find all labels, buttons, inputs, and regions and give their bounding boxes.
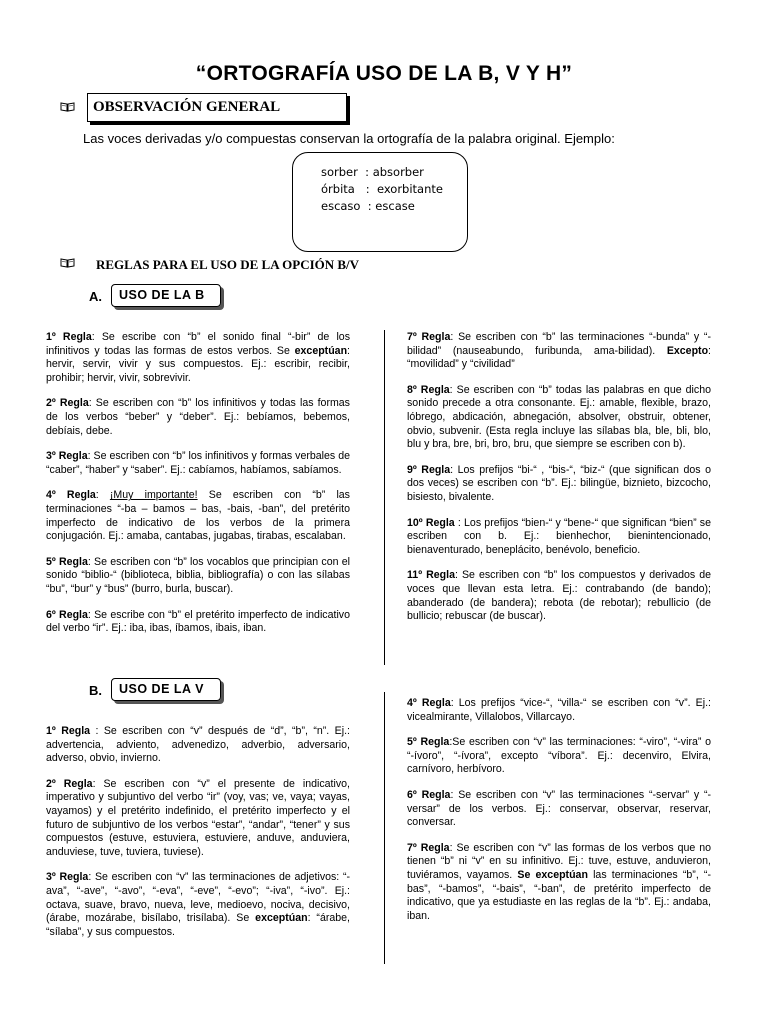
- rule-number: 5º Regla: [46, 555, 88, 568]
- rule-number: 4º Regla: [46, 489, 96, 502]
- observacion-intro: Las voces derivadas y/o compuestas conservan la ortografía de la palabra original. Ejemplo:: [83, 131, 615, 146]
- section-a-left-column: [46, 331, 350, 648]
- rule-paragraph: [46, 331, 350, 385]
- rule-paragraph: [46, 871, 350, 939]
- column-divider: [384, 330, 385, 665]
- section-a-box: [111, 284, 221, 307]
- rule-text: : Los prefijos “vice-“, “villa-“ se escriben con “v”. Ej.: vicealmirante, Villalobos, Villarcayo.: [407, 697, 711, 723]
- rule-paragraph: [407, 789, 711, 830]
- rule-text: :: [95, 489, 110, 502]
- rule-paragraph: [407, 384, 711, 452]
- rule-emphasis-bold: Excepto: [666, 344, 709, 357]
- rule-text: : “árabe, “sílaba”, y sus compuestos.: [46, 912, 350, 938]
- rule-paragraph: [46, 556, 350, 597]
- section-b-label: USO DE LA V: [119, 682, 204, 696]
- rule-text: : “movilidad” y “civilidad”: [407, 344, 711, 371]
- rule-number: 3º Regla: [46, 871, 89, 884]
- section-b-left-column: [46, 725, 350, 951]
- open-book-icon: [60, 257, 75, 268]
- rule-paragraph: [407, 464, 711, 505]
- section-a-label: USO DE LA B: [119, 288, 205, 302]
- example-box: [292, 152, 468, 252]
- rule-text: : Se escriben con “b” los infinitivos y todas las formas de los verbos “beber” y “deber”. Ej.: bebíamos, bebemos, debíais, debe.: [46, 397, 350, 437]
- section-a-letter: A.: [89, 289, 102, 304]
- rule-paragraph: [46, 778, 350, 860]
- open-book-icon: [60, 101, 75, 112]
- rule-emphasis-bold: exceptúan: [294, 344, 348, 357]
- rule-paragraph: [407, 697, 711, 724]
- rule-text: :Se escriben con “v” las terminaciones: “-viro”, “-vira” o “-ívoro”, “-ívora”, excepto “víbora”. Ej.: decenviro, Elvira, carnívoro, herbívoro.: [407, 736, 711, 776]
- rules-heading: REGLAS PARA EL USO DE LA OPCIÓN B/V: [96, 257, 360, 272]
- section-b-letter: B.: [89, 683, 102, 698]
- rule-number: 1º Regla: [46, 331, 92, 343]
- rule-number: 10º Regla: [407, 516, 455, 529]
- rule-text: : Se escriben con “v” el presente de indicativo, imperativo y subjuntivo del verbo “ir” (voy, vas; ve, vaya; vayas, vayamos) y el pretérito indefinido, el pretérito imperfecto y el futuro de subjuntivo de los verbos “estar”, “andar”, “tener” y sus compuestos (estuve, estuviera, estuviere, anduve, anduviera, anduviese, tuve, tuviera, tuviese).: [46, 777, 350, 858]
- rule-number: 9º Regla: [407, 463, 451, 476]
- rule-number: 11º Regla: [407, 569, 455, 582]
- section-a-right-column: [407, 331, 711, 636]
- rule-number: 3º Regla: [46, 450, 88, 463]
- rule-text: : Se escriben con “b” los compuestos y derivados de voces que llevan esta letra. Ej.: contrabando (de bando); abanderado (de bandera); rebota (de rebotar); rebullicio (de bullicio; rebuscar (de buscar).: [407, 569, 711, 623]
- rule-text: : Se escriben con “v” las terminaciones “-servar” y “-versar” de los verbos. Ej.: conservar, observar, reservar, conversar.: [407, 788, 711, 829]
- rule-paragraph: [407, 842, 711, 924]
- page-title: “ORTOGRAFÍA USO DE LA B, V Y H”: [195, 62, 573, 85]
- rule-number: 1º Regla: [46, 725, 91, 737]
- rule-number: 2º Regla: [46, 777, 93, 790]
- rule-text: : Se escriben con “b” todas las palabras en que dicho sonido precede a otra consonante. Ej.: amable, flexible, brazo, lóbrego, abdicación, abnegación, absolver, obstruir, obtener, obvio, subvenir. (Esta regla incluye las sílabas bla, ble, bli, blo, blu y bra, bre, bri, bro, bru, que siempre se escriben con b).: [407, 383, 711, 451]
- rule-text: : Se escriben con “v” las terminaciones de adjetivos: “-ava”, “-ave”, “-avo”, “-eva”, “-eve”, “-evo”; “-iva”, “-ivo”. Ej.: octava, suave, bravo, nueva, leve, medioevo, nociva, decisivo, (árabe, mozárabe, bisílabo, trisílaba). Se: [46, 871, 350, 925]
- rule-number: 5º Regla: [407, 736, 450, 749]
- rule-paragraph: [407, 517, 711, 558]
- section-b-right-column: [407, 697, 711, 935]
- rule-number: 6º Regla: [46, 608, 88, 621]
- rule-paragraph: [46, 450, 350, 477]
- rule-number: 8º Regla: [407, 383, 450, 396]
- rule-emphasis-bold: Se exceptúan: [517, 868, 588, 881]
- rule-paragraph: [46, 397, 350, 438]
- rule-number: 7º Regla: [407, 841, 450, 854]
- rule-number: 2º Regla: [46, 397, 89, 410]
- rule-number: 6º Regla: [407, 788, 451, 801]
- rule-text: : Los prefijos “bi-“ , “bis-“, “biz-“ (que significan dos o dos veces) se escriben con “b”. Ej.: bilingüe, biznieto, bizcocho, bisiesto, bivalente.: [407, 463, 711, 503]
- rule-paragraph: [407, 736, 711, 777]
- rule-text: : Se escribe con “b” el sonido final “-bir” de los infinitivos y todas las formas de estos verbos. Se: [46, 331, 350, 357]
- column-divider: [384, 692, 385, 964]
- rule-paragraph: [407, 331, 711, 372]
- rule-paragraph: [46, 609, 350, 636]
- rule-text: las terminaciones “b”, “-bas”, “-bamos”, “-bais”, “-ban”, de pretérito imperfecto de indicativo, que ya estudiaste en las reglas de la “b”. Ej.: andaba, iban.: [407, 868, 711, 922]
- section-b-box: [111, 678, 221, 701]
- rule-paragraph: [46, 489, 350, 543]
- example-line: sorber : absorber: [321, 165, 424, 179]
- rule-text: : Se escriben con “v” las formas de los verbos que no tienen “b” ni “v” en su infinitivo. Ej.: tuve, estuve, anduvieron, tuviéramos, vayamos.: [407, 841, 711, 881]
- rule-text: : Se escriben con “b” los vocablos que principian con el sonido “biblio-“ (biblioteca, biblia, bibliografía) o con las sílabas “bu”, “bur” y “bus” (burro, burla, buscar).: [46, 555, 350, 595]
- rule-text: : hervir, servir, vivir y sus compuestos. Ej.: escribir, recibir, prohibir; hervir, vivir, sobrevivir.: [46, 344, 350, 384]
- rule-text: : Se escriben con “b” las terminaciones “-bunda” y “-bilidad” (nauseabundo, furibunda, ama-bilidad).: [407, 331, 711, 357]
- example-line: órbita : exorbitante: [321, 182, 443, 196]
- rule-paragraph: [407, 569, 711, 623]
- rule-paragraph: [46, 725, 350, 766]
- rule-text: Se escriben con “b” las terminaciones “-ba – bamos – bas, -bais, -ban”, del pretérito imperfecto de indicativo de los verbos de la primera conjugación. Ej.: amaba, cantabas, jugabas, tirabas, escalaban.: [46, 489, 350, 543]
- rule-text: : Se escriben con “v” después de “d”, “b”, “n”. Ej.: advertencia, adviento, advenedizo, adverbio, adversario, adverso, obvio, invierno.: [46, 725, 350, 765]
- observacion-heading: OBSERVACIÓN GENERAL: [93, 99, 281, 115]
- observacion-heading-box: [87, 93, 347, 122]
- rule-text: : Se escribe con “b” el pretérito imperfecto de indicativo del verbo “ir”. Ej.: iba, ibas, íbamos, ibais, iban.: [46, 608, 350, 635]
- rule-text: : Se escriben con “b” los infinitivos y formas verbales de “caber”, “haber” y “saber”. Ej.: cabíamos, habíamos, sabíamos.: [46, 450, 350, 476]
- rule-emphasis-underlined: ¡Muy importante!: [109, 489, 198, 502]
- rule-emphasis-bold: exceptúan: [255, 912, 308, 925]
- rule-number: 7º Regla: [407, 331, 451, 343]
- example-line: escaso : escase: [321, 199, 415, 213]
- rule-number: 4º Regla: [407, 697, 451, 709]
- rule-text: : Los prefijos “bien-“ y “bene-“ que significan “bien” se escriben con b. Ej.: bienhechor, bienintencionado, bienaventurado, beneplácito, benévolo, beneficio.: [407, 516, 711, 556]
